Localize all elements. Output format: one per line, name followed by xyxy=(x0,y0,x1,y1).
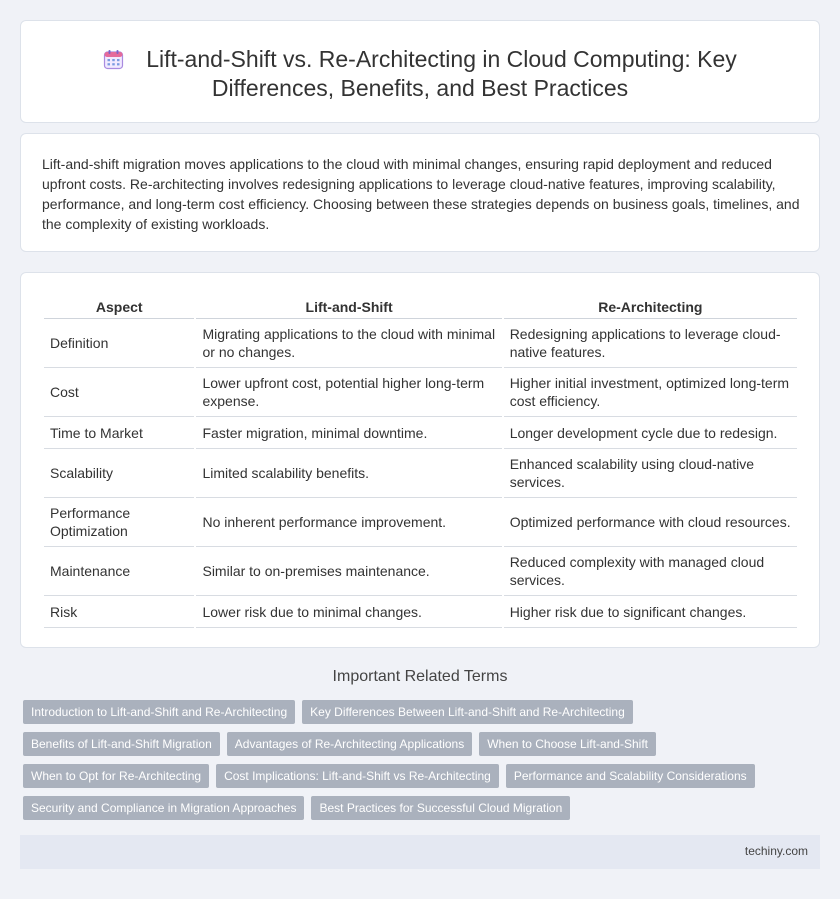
related-term-tag[interactable]: Benefits of Lift-and-Shift Migration xyxy=(23,732,220,756)
cell-re-architecting: Reduced complexity with managed cloud services. xyxy=(504,547,797,596)
related-term-tag[interactable]: Performance and Scalability Considerations xyxy=(506,764,755,788)
cell-re-architecting: Longer development cycle due to redesign. xyxy=(504,417,797,449)
table-row xyxy=(44,368,797,417)
related-terms-heading: Important Related Terms xyxy=(332,668,508,685)
calendar-icon xyxy=(103,48,124,69)
table-row xyxy=(44,547,797,596)
related-term-tag[interactable]: Advantages of Re-Architecting Applications xyxy=(227,732,472,756)
tag-row xyxy=(23,700,803,724)
related-term-tag[interactable]: Introduction to Lift-and-Shift and Re-Architecting xyxy=(23,700,295,724)
related-term-tag[interactable]: When to Opt for Re-Architecting xyxy=(23,764,209,788)
cell-re-architecting: Optimized performance with cloud resources. xyxy=(504,498,797,547)
footer xyxy=(20,835,820,869)
table-header-row xyxy=(44,295,797,319)
table-row xyxy=(44,596,797,628)
related-term-tag[interactable]: Cost Implications: Lift-and-Shift vs Re-Architecting xyxy=(216,764,499,788)
title-card xyxy=(20,20,820,123)
cell-lift-and-shift: Migrating applications to the cloud with minimal or no changes. xyxy=(196,319,501,368)
comparison-table-card xyxy=(20,272,820,648)
page-title xyxy=(21,45,819,103)
cell-aspect: Cost xyxy=(44,368,194,417)
cell-aspect: Time to Market xyxy=(44,417,194,449)
cell-lift-and-shift: Lower upfront cost, potential higher long-term expense. xyxy=(196,368,501,417)
intro-card xyxy=(20,133,820,252)
table-row xyxy=(44,498,797,547)
cell-lift-and-shift: Lower risk due to minimal changes. xyxy=(196,596,501,628)
header-re-architecting: Re-Architecting xyxy=(504,295,797,319)
related-term-tag[interactable]: Security and Compliance in Migration Approaches xyxy=(23,796,304,820)
footer-site[interactable]: techiny.com xyxy=(744,844,808,858)
tag-row xyxy=(23,764,803,788)
related-terms-list xyxy=(23,700,803,828)
cell-lift-and-shift: Limited scalability benefits. xyxy=(196,449,501,498)
table-row xyxy=(44,319,797,368)
cell-re-architecting: Higher initial investment, optimized long-term cost efficiency. xyxy=(504,368,797,417)
cell-re-architecting: Higher risk due to significant changes. xyxy=(504,596,797,628)
related-term-tag[interactable]: When to Choose Lift-and-Shift xyxy=(479,732,656,756)
header-lift-and-shift: Lift-and-Shift xyxy=(196,295,501,319)
table-row xyxy=(44,449,797,498)
cell-re-architecting: Redesigning applications to leverage cloud-native features. xyxy=(504,319,797,368)
table-row xyxy=(44,417,797,449)
cell-aspect: Scalability xyxy=(44,449,194,498)
cell-lift-and-shift: No inherent performance improvement. xyxy=(196,498,501,547)
cell-aspect: Definition xyxy=(44,319,194,368)
header-aspect: Aspect xyxy=(44,295,194,319)
cell-aspect: Risk xyxy=(44,596,194,628)
related-term-tag[interactable]: Best Practices for Successful Cloud Migration xyxy=(311,796,570,820)
title-line-2: Differences, Benefits, and Best Practices xyxy=(211,75,629,101)
cell-aspect: Performance Optimization xyxy=(44,498,194,547)
intro-paragraph: Lift-and-shift migration moves applications to the cloud with minimal changes, ensuring rapid deployment and reduced upfront costs. Re-architecting involves redesigning applications to leverage cloud-native features, improving scalability, performance, and long-term cost efficiency. Choosing between these strategies depends on business goals, timelines, and the complexity of existing workloads. xyxy=(42,156,800,232)
cell-lift-and-shift: Faster migration, minimal downtime. xyxy=(196,417,501,449)
tag-row xyxy=(23,796,803,820)
related-term-tag[interactable]: Key Differences Between Lift-and-Shift and Re-Architecting xyxy=(302,700,633,724)
cell-aspect: Maintenance xyxy=(44,547,194,596)
cell-lift-and-shift: Similar to on-premises maintenance. xyxy=(196,547,501,596)
cell-re-architecting: Enhanced scalability using cloud-native services. xyxy=(504,449,797,498)
tag-row xyxy=(23,732,803,756)
title-line-1: Lift-and-Shift vs. Re-Architecting in Cloud Computing: Key xyxy=(146,46,737,72)
comparison-table xyxy=(42,295,799,628)
